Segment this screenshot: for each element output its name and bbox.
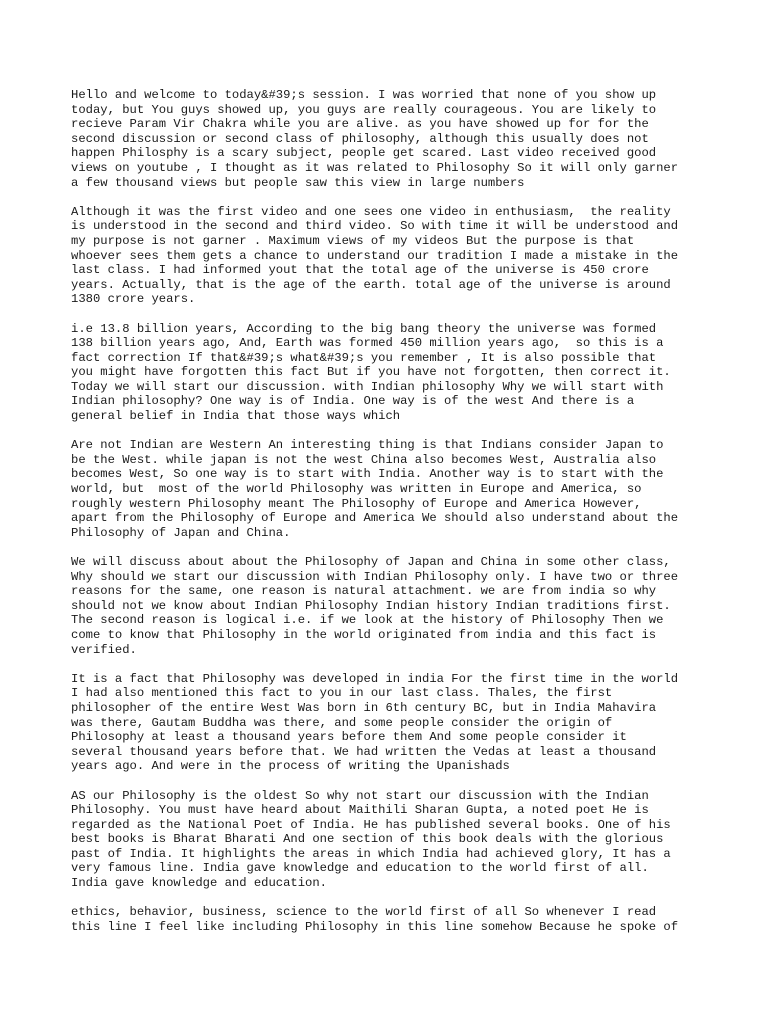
paragraph-2: Although it was the first video and one sees one video in enthusiasm, the reality is understood in the second and third video. So with time it will be understood and my purpose is not garner . Maximum views of my videos But the purpose is that whoever sees them gets a chance to understand our tradition I made a mistake in the last class. I had informed yout that the total age of the universe is 450 crore years. Actually, that is the age of the earth. total age of the universe is around 1380 crore years. (71, 204, 679, 307)
paragraph-3: i.e 13.8 billion years, According to the big bang theory the universe was formed 138 billion years ago, And, Earth was formed 450 million years ago, so this is a fact correction If that&#39;s what&#39;s you remember , It is also possible that you might have forgotten this fact But if you have not forgotten, then correct it. Today we will start our discussion. with Indian philosophy Why we will start with Indian philosophy? One way is of India. One way is of the west And there is a general belief in India that those ways which (71, 321, 671, 424)
paragraph-1: Hello and welcome to today&#39;s session. I was worried that none of you show up today, but You guys showed up, you guys are really courageous. You are likely to recieve Param Vir Chakra while you are alive. as you have showed up for for the second discussion or second class of philosophy, although this usually does not happen Philosphy is a scary subject, people get scared. Last video received good views on youtube , I thought as it was related to Philosophy So it will only garner a few thousand views but people saw this view in large numbers (71, 88, 679, 190)
paragraph-8: ethics, behavior, business, science to the world first of all So whenever I read this line I feel like including Philosophy in this line somehow Because he spoke of (71, 905, 679, 934)
paragraph-7: AS our Philosophy is the oldest So why not start our discussion with the Indian Philosophy. You must have heard about Maithili Sharan Gupta, a noted poet He is regarded as the National Poet of India. He has published several books. One of his best books is Bharat Bharati And one section of this book deals with the glorious past of India. It highlights the areas in which India had achieved glory, It has a very famous line. India gave knowledge and education to the world first of all. India gave knowledge and education. (71, 788, 671, 891)
paragraph-6: It is a fact that Philosophy was developed in india For the first time in the world I had also mentioned this fact to you in our last class. Thales, the first philosopher of the entire West Was born in 6th century BC, but in India Mahavira was there, Gautam Buddha was there, and some people consider the origin of Philosophy at least a thousand years before them And some people consider it several thousand years before that. We had written the Vedas at least a thousand years ago. And were in the process of writing the Upanishads (71, 671, 679, 774)
paragraph-5: We will discuss about about the Philosophy of Japan and China in some other class, Why should we start our discussion with Indian Philosophy only. I have two or three reasons for the same, one reason is natural attachment. we are from india so why should not we know about Indian Philosophy Indian history Indian traditions first. The second reason is logical i.e. if we look at the history of Philosophy Then we come to know that Philosophy in the world originated from india and this fact is verified. (71, 555, 679, 657)
paragraph-4: Are not Indian are Western An interesting thing is that Indians consider Japan to be the West. while japan is not the west China also becomes West, Australia also becomes West, So one way is to start with India. Another way is to start with the world, but most of the world Philosophy was written in Europe and America, so roughly western Philosophy meant The Philosophy of Europe and America However, apart from the Philosophy of Europe and America We should also understand about the Philosophy of Japan and China. (71, 438, 679, 540)
document-page (71, 88, 711, 949)
